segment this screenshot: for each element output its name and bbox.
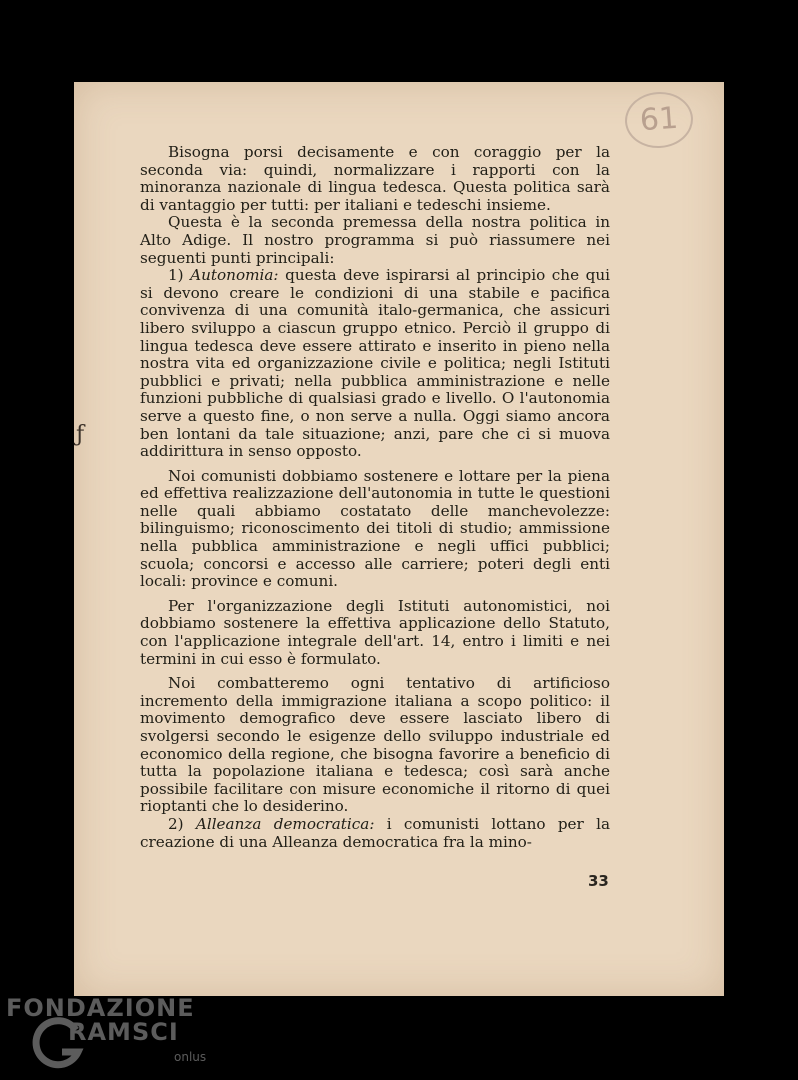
paragraph: Noi comunisti dobbiamo sostenere e lottare per la piena ed effettiva realizzazione dell'autonomia in tutte le questioni nelle quali abbiamo costatato delle manchevolezze: bilinguismo; riconoscimento dei titoli di studio; ammissione nella pubblica amministrazione e negli uffici pubblici; scuola; concorsi e accesso alle carriere; poteri degli enti locali: province e comuni. xyxy=(140,466,610,591)
logo-text-fondazione: FONDAZIONE xyxy=(6,994,195,1022)
paragraph: 1) Autonomia: questa deve ispirarsi al principio che qui si devono creare le condizioni di una stabile e pacifica convivenza di una comunità italo-germanica, che assicuri libero sviluppo a ciascun gruppo etnico. Perciò il gruppo di lingua tedesca deve essere attirato e inserito in pieno nella nostra vita ed organizzazione civile e politica; negli Istituti pubblici e privati; nella pubblica amministrazione e nelle funzioni pubbliche di qualsiasi grado e livello. O l'autonomia serve a questo fine, o non serve a nulla. Oggi siamo ancora ben lontani da tale situazione; anzi, pare che ci si muova addirittura in senso opposto. xyxy=(140,266,610,461)
logo-text-onlus: onlus xyxy=(174,1050,207,1064)
paragraph: 2) Alleanza democratica: i comunisti lottano per la creazione di una Alleanza democratica fra la mino- xyxy=(140,814,610,851)
page-number: 33 xyxy=(588,872,609,890)
logo-text-gramsci: RAMSCI xyxy=(68,1018,179,1046)
paragraph: Bisogna porsi decisamente e con coraggio per la seconda via: quindi, normalizzare i rapporti con la minoranza nazionale di lingua tedesca. Questa politica sarà di vantaggio per tutti: per italiani e tedeschi insieme. xyxy=(140,143,610,214)
paragraph: Noi combatteremo ogni tentativo di artificioso incremento della immigrazione italiana a scopo politico: il movimento demografico deve essere lasciato libero di svolgersi secondo le esigenze dello sviluppo industriale ed economico della regione, che bisogna favorire a beneficio di tutta la popolazione italiana e tedesca; così sarà anche possibile facilitare con misure economiche il ritorno di quei rioptanti che lo desiderino. xyxy=(140,674,610,816)
pencil-mark: ƒ xyxy=(76,422,85,447)
paragraph: Questa è la seconda premessa della nostra politica in Alto Adige. Il nostro programma si può riassumere nei seguenti punti principali: xyxy=(140,213,610,267)
document-body xyxy=(140,144,610,851)
fondazione-gramsci-logo xyxy=(6,994,206,1074)
paragraph: Per l'organizzazione degli Istituti autonomistici, noi dobbiamo sostenere la effettiva applicazione dello Statuto, con l'applicazione integrale dell'art. 14, entro i limiti e nei termini in cui esso è formulato. xyxy=(140,596,610,668)
archive-number-annotation: 61 xyxy=(623,90,695,151)
